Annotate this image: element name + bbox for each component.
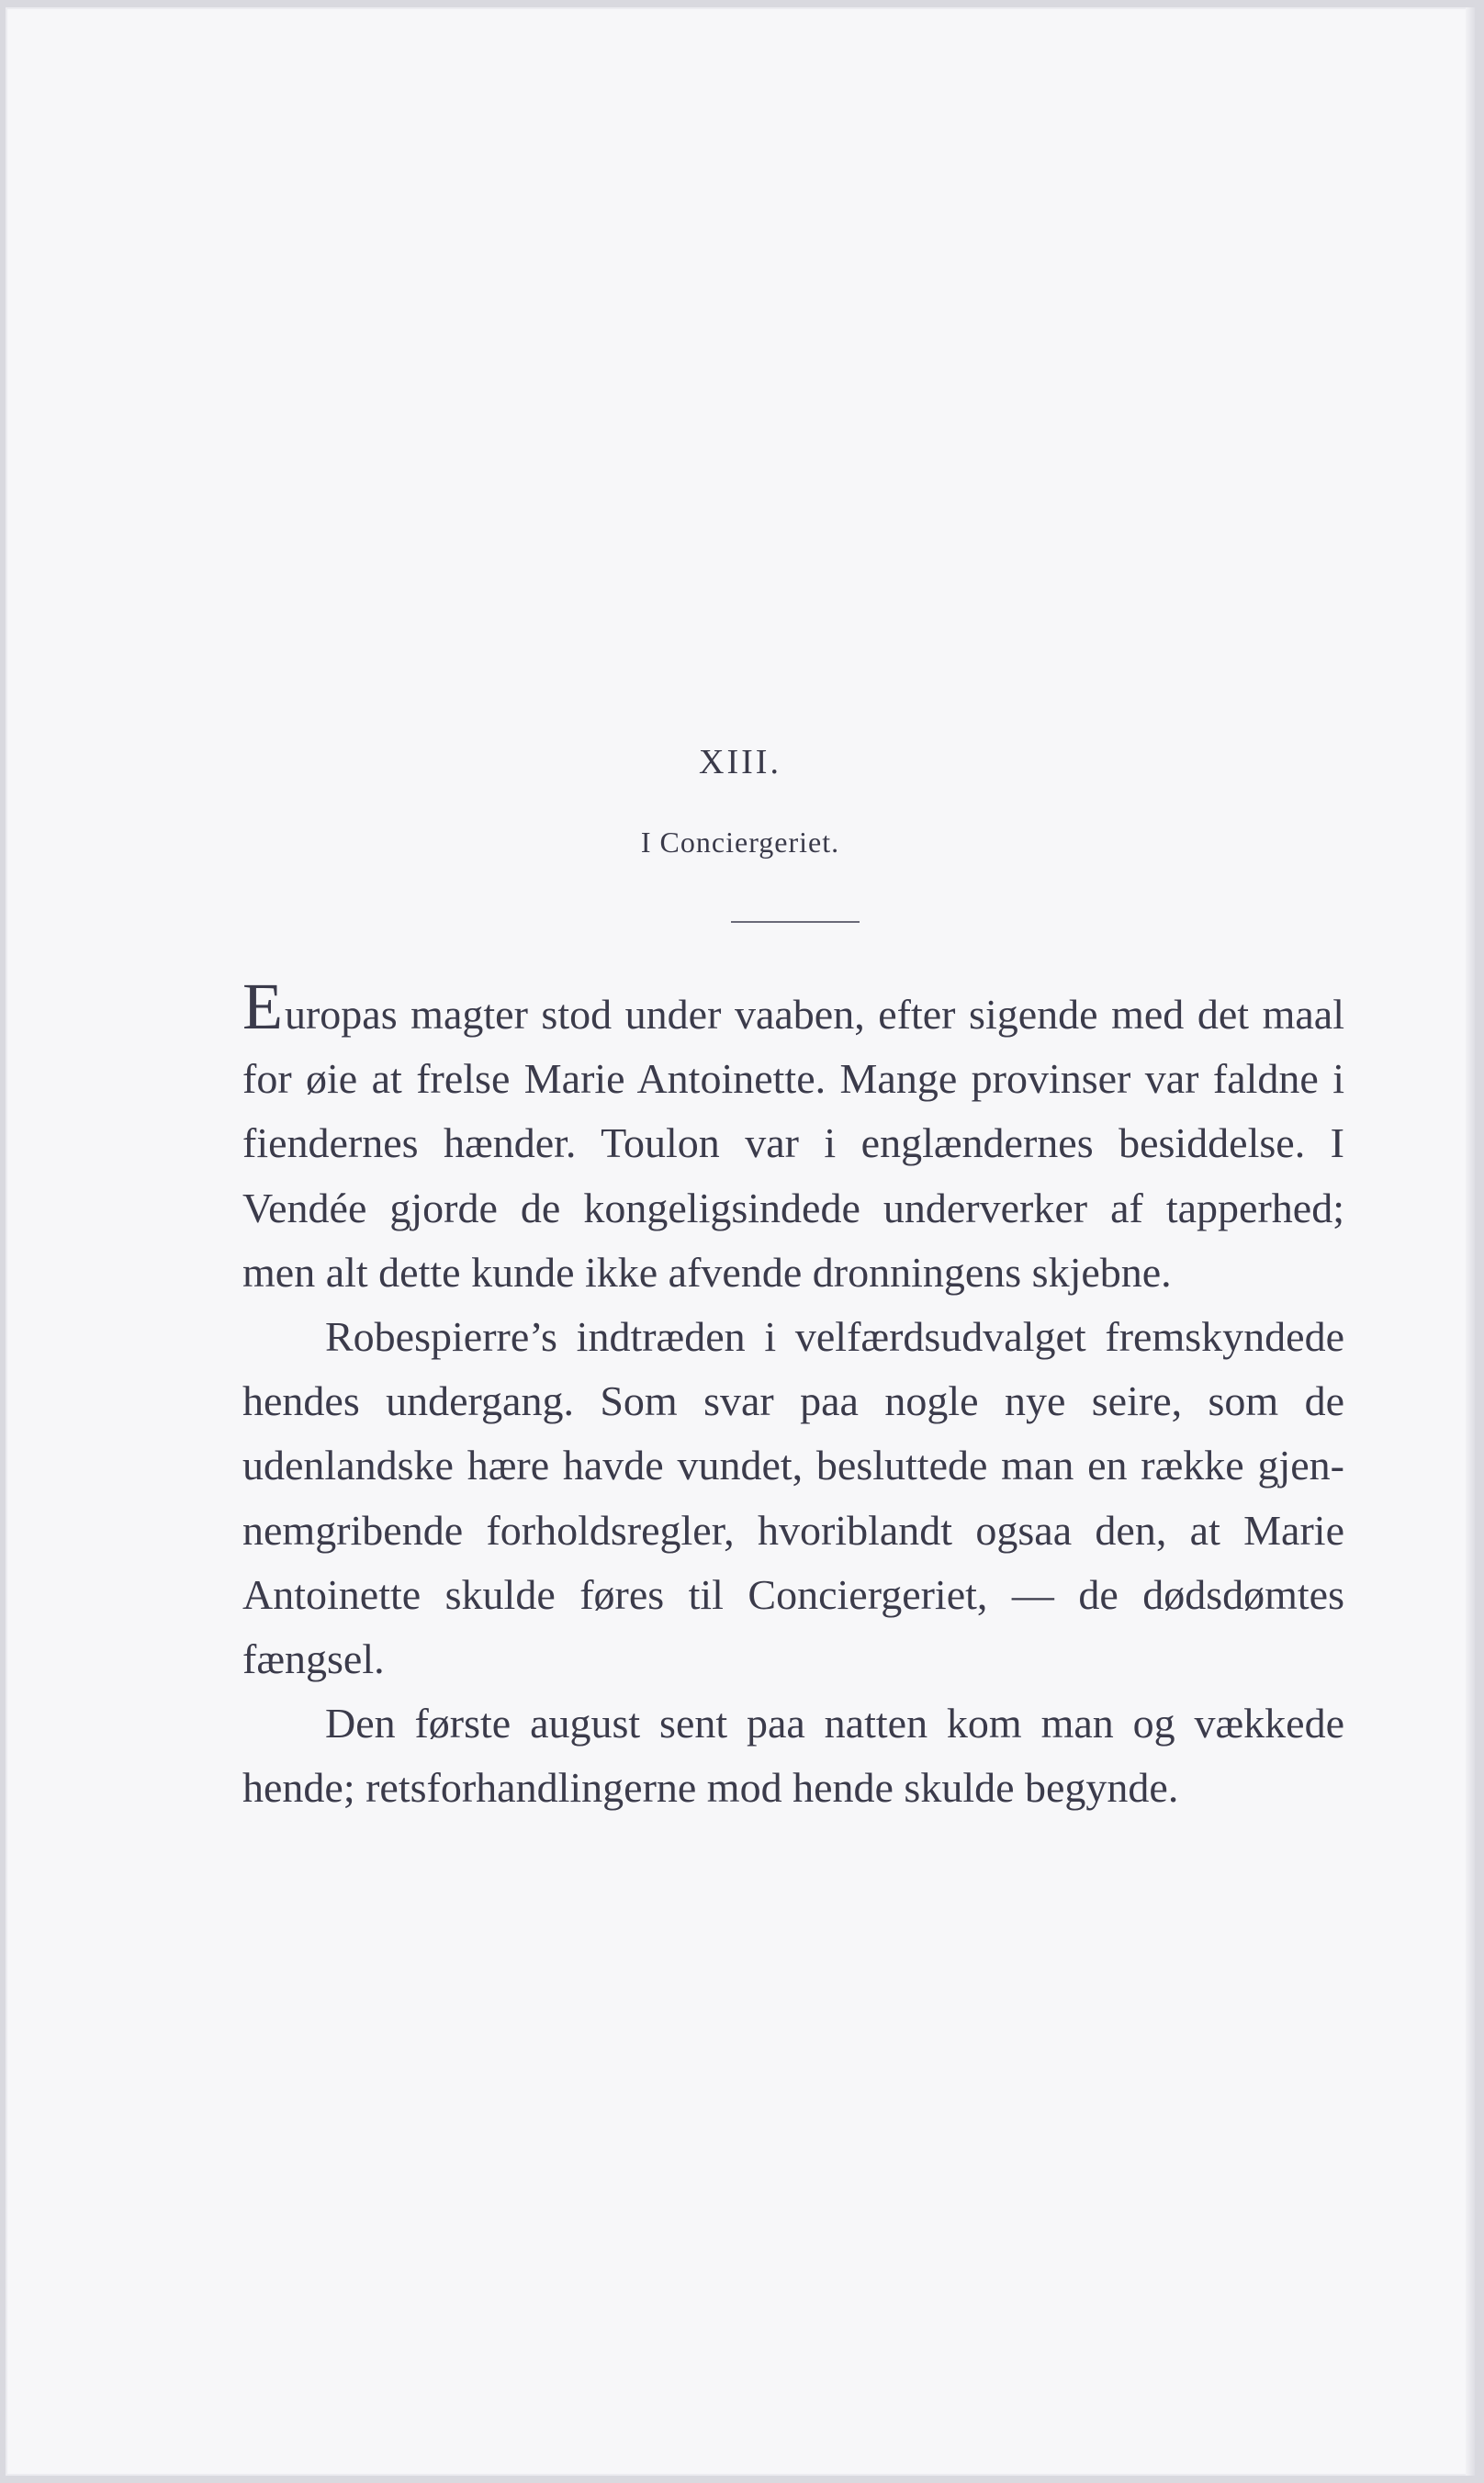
initial-letter: E [242, 970, 283, 1043]
section-divider [731, 921, 860, 923]
paragraph-3: Den første august sent paa natten kom man og vækkede hende; retsforhandlingerne mod hende skulde begynde. [242, 1700, 1344, 1812]
chapter-title: I Conciergeriet. [640, 826, 840, 859]
book-page [6, 7, 1475, 2476]
paragraph-2: Robespierre’s indtræden i velfærdsudvalget fremskyndede hendes undergang. Som svar paa nogle nye seire, som de udenlandske hære havde vundet, besluttede man en række gjennemgribende forholdsregler, hvoriblandt ogsaa den, at Marie Antoinette skulde føres til Conciergeriet, — de dødsdømtes fængsel. [242, 1313, 1344, 1683]
chapter-body [242, 970, 1344, 1821]
paragraph-1 [242, 970, 1344, 1305]
chapter-number: XIII. [699, 743, 781, 781]
paragraph-1-text: uropas magter stod under vaaben, efter sigende med det maal for øie at frelse Marie Antoinette. Mange provinser var faldne i fiendernes hænder. Toulon var i englændernes besiddelse. I Vendée gjorde de kongeligsindede underverker af tapperhed; men alt dette kunde ikke afvende dronningens skjebne. [242, 991, 1344, 1296]
